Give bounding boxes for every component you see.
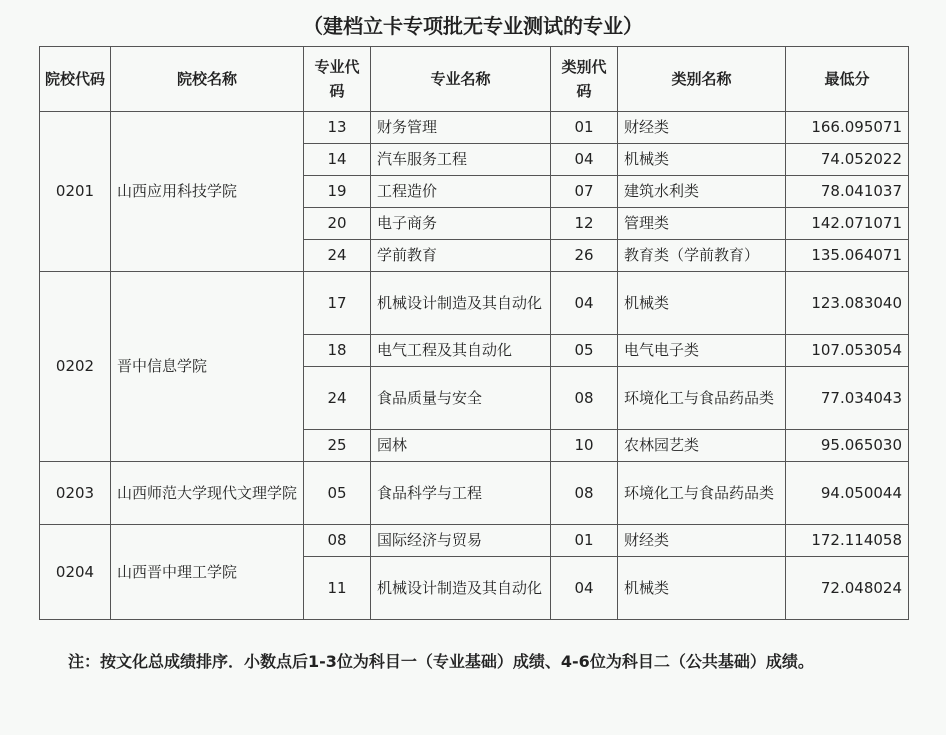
major-code-cell: 24 [304, 240, 371, 272]
major-name-cell: 学前教育 [371, 240, 551, 272]
major-name-cell: 财务管理 [371, 112, 551, 144]
category-code-cell: 10 [551, 430, 618, 462]
category-name-cell: 电气电子类 [618, 335, 786, 367]
min-score-cell: 78.041037 [786, 176, 909, 208]
major-code-cell: 11 [304, 557, 371, 620]
category-name-cell: 环境化工与食品药品类 [618, 367, 786, 430]
min-score-cell: 72.048024 [786, 557, 909, 620]
table-row [40, 112, 909, 144]
category-name-cell: 机械类 [618, 557, 786, 620]
table-row [40, 462, 909, 525]
min-score-cell: 142.071071 [786, 208, 909, 240]
table-row [40, 272, 909, 335]
major-name-cell: 汽车服务工程 [371, 144, 551, 176]
score-table [39, 46, 909, 620]
header-category-code: 类别代码 [551, 47, 618, 112]
category-code-cell: 08 [551, 367, 618, 430]
header-school-name: 院校名称 [111, 47, 304, 112]
header-min-score: 最低分 [786, 47, 909, 112]
major-code-cell: 14 [304, 144, 371, 176]
category-code-cell: 01 [551, 112, 618, 144]
table-body [40, 112, 909, 620]
major-name-cell: 食品质量与安全 [371, 367, 551, 430]
major-code-cell: 19 [304, 176, 371, 208]
major-name-cell: 电气工程及其自动化 [371, 335, 551, 367]
header-category-name: 类别名称 [618, 47, 786, 112]
category-name-cell: 教育类（学前教育） [618, 240, 786, 272]
category-code-cell: 05 [551, 335, 618, 367]
major-code-cell: 13 [304, 112, 371, 144]
min-score-cell: 172.114058 [786, 525, 909, 557]
major-name-cell: 园林 [371, 430, 551, 462]
min-score-cell: 74.052022 [786, 144, 909, 176]
footnote: 注：按文化总成绩排序．小数点后1-3位为科目一（专业基础）成绩、4-6位为科目二（公共基础）成绩。 [68, 652, 814, 671]
min-score-cell: 95.065030 [786, 430, 909, 462]
category-name-cell: 财经类 [618, 525, 786, 557]
header-school-code: 院校代码 [40, 47, 111, 112]
major-name-cell: 机械设计制造及其自动化 [371, 557, 551, 620]
category-code-cell: 04 [551, 144, 618, 176]
table-header-row [40, 47, 909, 112]
header-major-code: 专业代码 [304, 47, 371, 112]
min-score-cell: 123.083040 [786, 272, 909, 335]
min-score-cell: 107.053054 [786, 335, 909, 367]
category-code-cell: 26 [551, 240, 618, 272]
header-major-name: 专业名称 [371, 47, 551, 112]
min-score-cell: 94.050044 [786, 462, 909, 525]
school-code-cell: 0201 [40, 112, 111, 272]
major-name-cell: 工程造价 [371, 176, 551, 208]
major-name-cell: 电子商务 [371, 208, 551, 240]
major-code-cell: 05 [304, 462, 371, 525]
category-name-cell: 机械类 [618, 144, 786, 176]
major-code-cell: 18 [304, 335, 371, 367]
school-name-cell: 山西应用科技学院 [111, 112, 304, 272]
category-name-cell: 环境化工与食品药品类 [618, 462, 786, 525]
major-name-cell: 国际经济与贸易 [371, 525, 551, 557]
major-name-cell: 食品科学与工程 [371, 462, 551, 525]
school-code-cell: 0204 [40, 525, 111, 620]
category-name-cell: 建筑水利类 [618, 176, 786, 208]
major-code-cell: 25 [304, 430, 371, 462]
school-code-cell: 0202 [40, 272, 111, 462]
category-code-cell: 07 [551, 176, 618, 208]
table-row [40, 525, 909, 557]
school-name-cell: 晋中信息学院 [111, 272, 304, 462]
school-name-cell: 山西师范大学现代文理学院 [111, 462, 304, 525]
major-code-cell: 08 [304, 525, 371, 557]
school-name-cell: 山西晋中理工学院 [111, 525, 304, 620]
category-name-cell: 农林园艺类 [618, 430, 786, 462]
school-code-cell: 0203 [40, 462, 111, 525]
category-code-cell: 04 [551, 272, 618, 335]
min-score-cell: 166.095071 [786, 112, 909, 144]
min-score-cell: 135.064071 [786, 240, 909, 272]
category-code-cell: 01 [551, 525, 618, 557]
category-code-cell: 08 [551, 462, 618, 525]
category-code-cell: 12 [551, 208, 618, 240]
major-code-cell: 17 [304, 272, 371, 335]
major-code-cell: 24 [304, 367, 371, 430]
category-name-cell: 财经类 [618, 112, 786, 144]
major-name-cell: 机械设计制造及其自动化 [371, 272, 551, 335]
category-code-cell: 04 [551, 557, 618, 620]
category-name-cell: 机械类 [618, 272, 786, 335]
page-title: （建档立卡专项批无专业测试的专业） [303, 14, 643, 38]
major-code-cell: 20 [304, 208, 371, 240]
min-score-cell: 77.034043 [786, 367, 909, 430]
category-name-cell: 管理类 [618, 208, 786, 240]
